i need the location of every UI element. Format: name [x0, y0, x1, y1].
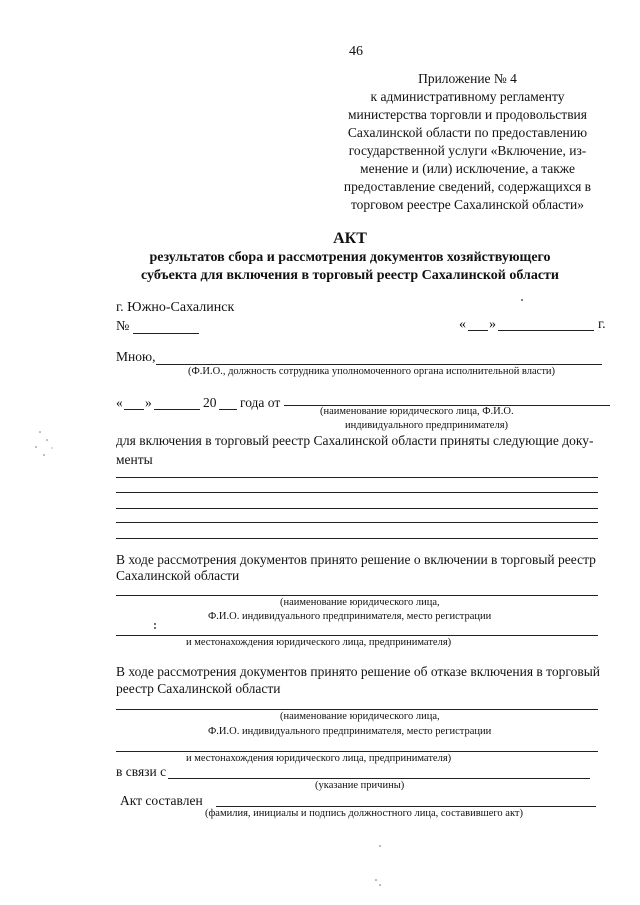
year-suffix: г.: [598, 317, 606, 332]
date-open-quote: «: [459, 317, 466, 332]
date-close-quote: »: [489, 317, 496, 332]
include-caption-2: Ф.И.О. индивидуального предпринимателя, место регистрации: [208, 611, 492, 622]
include-caption-3: и местонахождения юридического лица, предпринимателя): [186, 637, 452, 648]
documents-line-3[interactable]: [116, 508, 598, 509]
refuse-text-line2: реестр Сахалинской области: [116, 681, 281, 696]
include-location-field[interactable]: [116, 635, 598, 636]
refuse-caption-3: и местонахождения юридического лица, предпринимателя): [186, 753, 452, 764]
appendix-line: Сахалинской области по предоставлению: [347, 125, 588, 140]
reason-label: в связи с: [116, 764, 167, 779]
date2-from-label: года от: [240, 395, 281, 410]
official-field[interactable]: [156, 364, 602, 365]
refuse-caption-1: (наименование юридического лица,: [280, 711, 440, 722]
date2-day-field[interactable]: [124, 409, 144, 410]
number-field[interactable]: [133, 333, 199, 334]
date2-open-quote: «: [116, 395, 123, 410]
applicant-caption-2: индивидуального предпринимателя): [345, 420, 509, 431]
documents-line-4[interactable]: [116, 522, 598, 523]
composed-field[interactable]: [216, 806, 596, 807]
date2-year-prefix: 20: [203, 395, 217, 410]
refuse-subject-field[interactable]: [116, 709, 598, 710]
refuse-caption-2: Ф.И.О. индивидуального предпринимателя, место регистрации: [208, 726, 492, 737]
appendix-line: менение и (или) исключение, а также: [360, 161, 575, 176]
date2-close-quote: »: [145, 395, 152, 410]
appendix-line: к административному регламенту: [370, 89, 565, 104]
appendix-line: торговом реестре Сахалинской области»: [350, 197, 585, 212]
documents-line-5[interactable]: [116, 538, 598, 539]
refuse-text-line1: В ходе рассмотрения документов принято решение об отказе включения в торговый: [116, 664, 601, 679]
number-label: №: [116, 319, 130, 334]
act-subtitle-line1: результатов сбора и рассмотрения документов хозяйствующего: [149, 250, 551, 265]
accepted-text-line1: для включения в торговый реестр Сахалинской области приняты следующие доку-: [116, 433, 594, 448]
documents-line-2[interactable]: [116, 492, 598, 493]
appendix-line: министерства торговли и продовольствия: [347, 107, 587, 122]
include-subject-field[interactable]: [116, 595, 598, 596]
include-text-line2: Сахалинской области: [116, 568, 240, 583]
date2-year-field[interactable]: [219, 409, 237, 410]
accepted-text-line2: менты: [116, 452, 153, 467]
act-subtitle-line2: субъекта для включения в торговый реестр Сахалинской области: [140, 268, 559, 283]
documents-line-1[interactable]: [116, 477, 598, 478]
city-label: г. Южно-Сахалинск: [116, 300, 235, 315]
composed-label: Акт составлен: [120, 793, 203, 808]
include-text-line1: В ходе рассмотрения документов принято решение о включении в торговый реестр: [116, 552, 596, 567]
date2-month-field[interactable]: [154, 409, 200, 410]
refuse-location-field[interactable]: [116, 751, 598, 752]
applicant-caption-1: (наименование юридического лица, Ф.И.О.: [320, 406, 514, 417]
composed-caption: (фамилия, инициалы и подпись должностного лица, составившего акт): [205, 808, 524, 819]
appendix-line: предоставление сведений, содержащихся в: [343, 179, 592, 194]
appendix-line: государственной услуги «Включение, из-: [348, 143, 587, 158]
official-caption: (Ф.И.О., должность сотрудника уполномоченного органа исполнительной власти): [188, 366, 556, 377]
appendix-line: Приложение № 4: [418, 71, 517, 86]
act-title: АКТ: [333, 230, 367, 247]
appendix-block: [300, 70, 635, 214]
include-caption-1: (наименование юридического лица,: [280, 597, 440, 608]
by-me-label: Мною,: [116, 349, 156, 364]
date-day-field[interactable]: [468, 330, 488, 331]
date-month-year-field[interactable]: [498, 330, 594, 331]
reason-caption: (указание причины): [315, 780, 405, 791]
reason-field[interactable]: [168, 778, 590, 779]
page-number: 46: [349, 44, 363, 59]
